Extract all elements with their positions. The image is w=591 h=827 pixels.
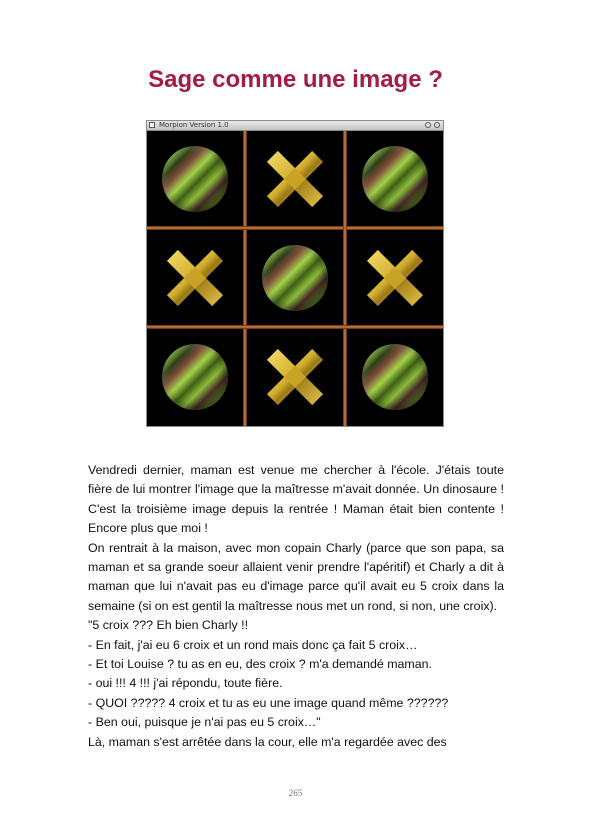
window-menu-icon[interactable] <box>149 122 155 128</box>
board-cell-2-0[interactable] <box>147 329 243 424</box>
cross-piece-icon <box>256 338 334 416</box>
paragraph: On rentrait à la maison, avec mon copain Charly (parce que son papa, sa maman et sa grande soeur allaient venir prendre l'apéritif) et Charly a dit à maman que lui n'avait pas eu d'image parce qu'il avait eu 5 croix dans la semaine (si on est gentil la maîtresse nous met un rond, si non, une croix). <box>88 540 504 613</box>
paragraph: - Ben oui, puisque je n'ai pas eu 5 croix…" <box>88 715 321 730</box>
story-text <box>88 461 504 752</box>
cross-piece-icon <box>256 140 334 218</box>
paragraph: "5 croix ??? Eh bien Charly !! <box>88 618 249 633</box>
page-number: 265 <box>288 788 303 798</box>
circle-piece-icon <box>162 146 228 212</box>
board-cell-2-1[interactable] <box>247 329 343 424</box>
board-cell-0-1[interactable] <box>247 131 343 226</box>
board-cell-1-2[interactable] <box>347 230 443 325</box>
board-cell-0-0[interactable] <box>147 131 243 226</box>
board-cell-2-2[interactable] <box>347 329 443 424</box>
minimize-icon[interactable] <box>425 122 431 128</box>
paragraph: Là, maman s'est arrêtée dans la cour, elle m'a regardée avec des <box>88 734 447 749</box>
circle-piece-icon <box>162 344 228 410</box>
board-cell-1-1[interactable] <box>247 230 343 325</box>
board-cell-1-0[interactable] <box>147 230 243 325</box>
circle-piece-icon <box>362 344 428 410</box>
cross-piece-icon <box>156 239 234 317</box>
circle-piece-icon <box>262 245 328 311</box>
tic-tac-toe-board <box>147 131 443 426</box>
paragraph: - oui !!! 4 !!! j'ai répondu, toute fière. <box>88 676 283 691</box>
paragraph: - QUOI ????? 4 croix et tu as eu une image quand même ?????? <box>88 695 449 710</box>
cross-piece-icon <box>356 239 434 317</box>
close-icon[interactable] <box>434 122 440 128</box>
circle-piece-icon <box>362 146 428 212</box>
morpion-window <box>146 120 444 427</box>
chapter-title: Sage comme une image ? <box>148 66 443 93</box>
board-cell-0-2[interactable] <box>347 131 443 226</box>
window-titlebar <box>147 121 443 131</box>
paragraph: - En fait, j'ai eu 6 croix et un rond mais donc ça fait 5 croix… <box>88 637 418 652</box>
window-title: Morpion Version 1.0 <box>159 121 229 129</box>
paragraph: - Et toi Louise ? tu as en eu, des croix ? m'a demandé maman. <box>88 657 432 672</box>
paragraph: Vendredi dernier, maman est venue me chercher à l'école. J'étais toute fière de lui montrer l'image que la maîtresse m'avait donnée. Un dinosaure ! C'est la troisième image depuis la rentrée ! Maman était bien contente ! Encore plus que moi ! <box>88 463 504 536</box>
